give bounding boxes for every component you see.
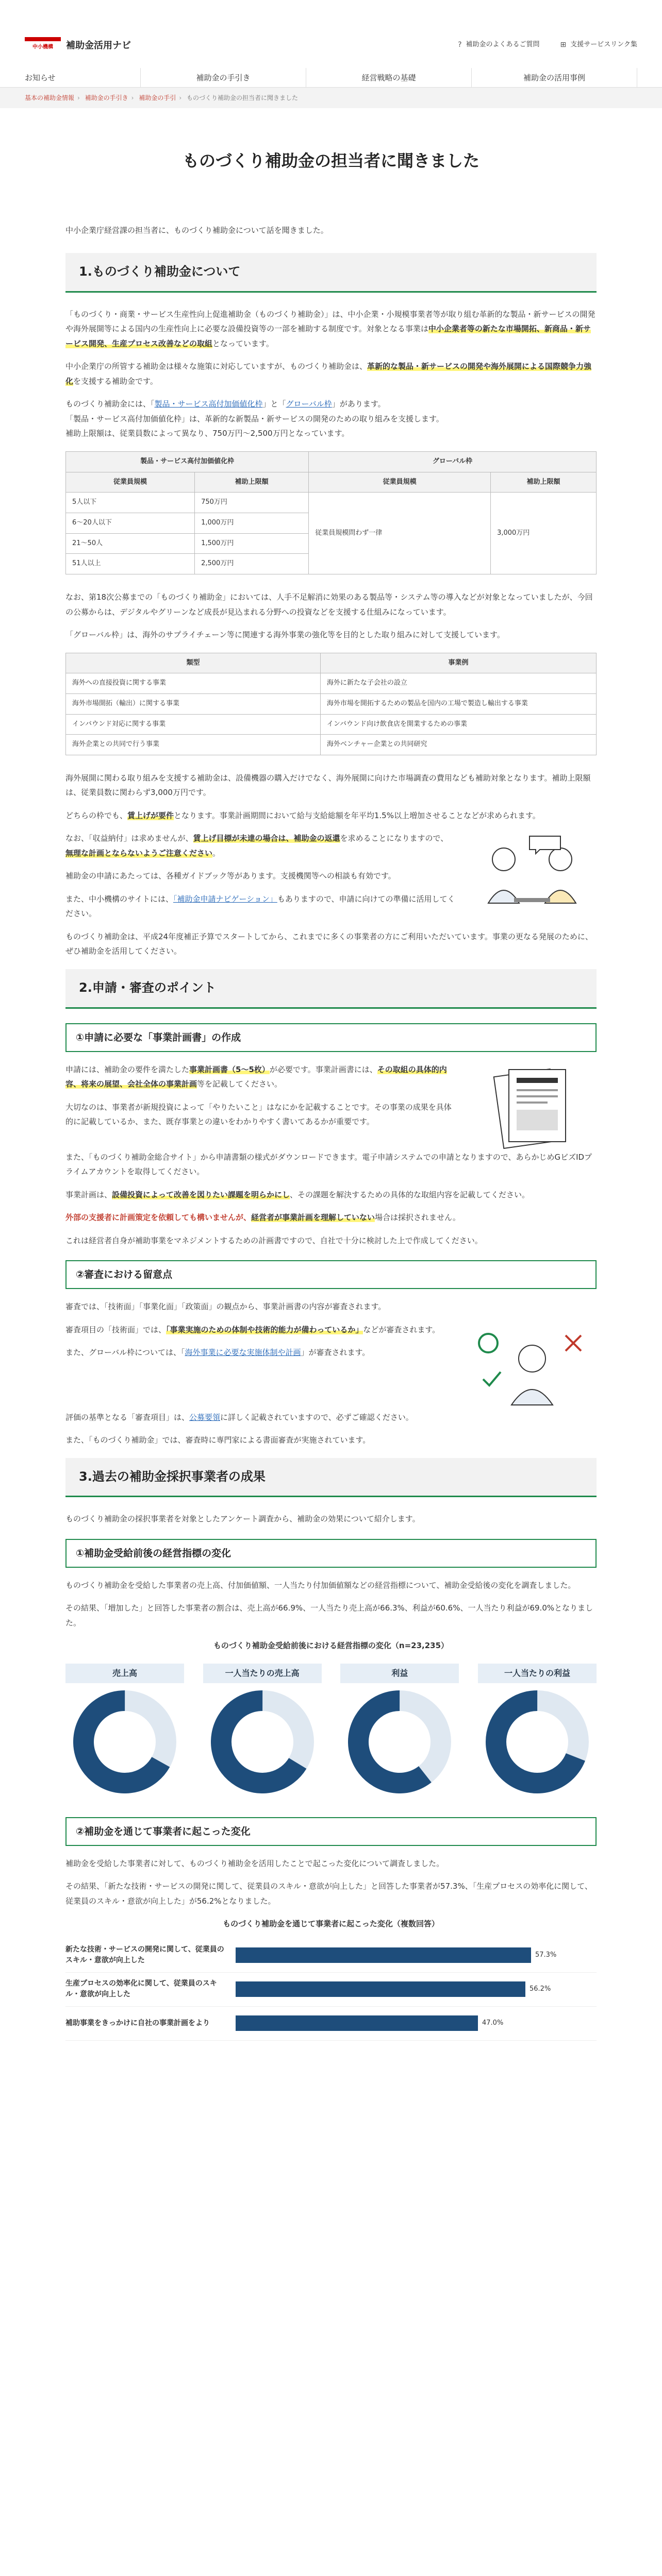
paragraph: 審査では、「技術面」「事業化面」「政策面」の観点から、事業計画書の内容が審査されます。 <box>65 1302 386 1312</box>
logo-text: 中小機構 <box>32 44 53 50</box>
section-heading: 3.過去の補助金採択事業者の成果 <box>65 1458 597 1498</box>
paragraph: 中小企業庁の所管する補助金は様々な施策に対応していますが、ものづくり補助金は、革新的な製品・新サービスの開発や海外展開による国際競争力強化を支援する補助金です。 <box>65 362 592 386</box>
global-nav <box>0 68 662 88</box>
paragraph: 外部の支援者に計画策定を依頼しても構いませんが、経営者が事業計画を理解していない場合は採択されません。 <box>65 1213 460 1223</box>
bar <box>236 1947 531 1963</box>
donut-chart <box>348 1690 451 1793</box>
table-row: 5人以下 750万円 従業員規模問わず一律 3,000万円 <box>66 493 597 513</box>
paragraph: 「ものづくり・商業・サービス生産性向上促進補助金（ものづくり補助金）」は、中小企業・小規模事業者等が取り組む革新的な製品・新サービスの開発や海外展開等による国内の生産性向上に必要な設備投資等の一部を補助する制度です。対象となる事業は中小企業者等の新たな市場開拓、新商品・新サービス開発、生産プロセス改善などの取組となっています。 <box>65 309 595 348</box>
paragraph: なお、第18次公募までの「ものづくり補助金」においては、人手不足解消に効果のある製品等・システム等の導入などが対象となっていましたが、今回の公募からは、デジタルやグリーンなど成長が見込まれる分野への投資などを支援する仕組みになっています。 <box>65 592 593 617</box>
paragraph: その結果、「新たな技術・サービスの開発に関して、従業員のスキル・意欲が向上した」と回答した事業者が57.3%、「生産プロセスの効率化に関して、従業員のスキル・意欲が向上した」が56.2%となりました。 <box>65 1882 592 1906</box>
paragraph: ものづくり補助金は、平成24年度補正予算でスタートしてから、これまでに多くの事業者の方にご利用いただいています。事業の更なる発展のために、ぜひ補助金を活用してください。 <box>65 931 593 956</box>
donut-card <box>203 1664 322 1799</box>
paragraph: 「グローバル枠」は、海外のサプライチェーン等に関連する海外事業の強化等を目的とした取り組みに対して支援しています。 <box>65 630 505 640</box>
donut-chart <box>73 1690 176 1793</box>
paragraph: ものづくり補助金には、「製品・サービス高付加価値化枠」と「グローバル枠」があります。 「製品・サービス高付加価値化枠」は、革新的な新製品・新サービスの開発のための取り組みを支援します。 補助上限額は、従業員数によって異なり、750万円〜2,500万円となっています。 <box>65 399 444 438</box>
donut-category-label: 利益 <box>340 1664 459 1683</box>
subsection-heading: ①補助金受給前後の経営指標の変化 <box>65 1539 597 1568</box>
donut-value-label: 60.6% <box>387 1745 412 1754</box>
inline-link[interactable]: グローバル枠 <box>286 399 332 409</box>
donut-slice-label: 増加した <box>522 1734 552 1742</box>
faq-link[interactable] <box>458 38 539 52</box>
bar-value-label: 56.2% <box>529 1985 551 1993</box>
faq-link-label: 補助金のよくあるご質問 <box>466 40 540 48</box>
bar-value-label: 47.0% <box>482 2019 504 2027</box>
page-title: ものづくり補助金の担当者に聞きました <box>182 151 479 171</box>
bar-label: 新たな技術・サービスの開発に関して、従業員のスキル・意欲が向上した <box>65 1945 224 1965</box>
bar-row <box>65 1973 597 2007</box>
breadcrumb-link[interactable]: 補助金の手引き <box>85 94 128 101</box>
inline-link[interactable]: 公募要領 <box>189 1412 221 1422</box>
paragraph: これは経営者自身が補助事業をマネジメントするための計画書ですので、自社で十分に検討した上で作成してください。 <box>65 1235 483 1245</box>
donut-value-label: 66.9% <box>112 1745 138 1754</box>
donut-category-label: 売上高 <box>65 1664 184 1683</box>
link-icon: ⊞ <box>560 41 567 49</box>
site-logo[interactable] <box>25 37 61 59</box>
donut-chart <box>211 1690 314 1793</box>
breadcrumb: 基本の補助金情報 › 補助金の手引き › 補助金の手引 › ものづくり補助金の担当者に聞きました <box>0 88 662 108</box>
donut-slice-label: 増加した <box>110 1734 139 1742</box>
bar-label: 補助事業をきっかけに自社の事業計画をより <box>65 2019 210 2027</box>
subsection-heading: ②補助金を通じて事業者に起こった変化 <box>65 1817 597 1846</box>
table-row: 海外市場開拓（輸出）に関する事業 海外市場を開拓するための製品を国内の工場で製造し輸出する事業 <box>66 693 597 714</box>
main-content <box>65 145 597 2041</box>
donut-value-label: 69.0% <box>524 1745 550 1754</box>
paragraph: ものづくり補助金を受給した事業者の売上高、付加価値額、一人当たり付加価値額などの経営指標について、補助金受給後の変化を調査しました。 <box>65 1580 576 1590</box>
lead-text: 中小企業庁経営課の担当者に、ものづくり補助金について話を聞きました。 <box>65 225 328 235</box>
consultation-illustration <box>468 831 597 919</box>
bar-value-label: 57.3% <box>535 1951 557 1959</box>
donut-chart-group <box>65 1664 597 1799</box>
table-row: インバウンド対応に関する事業 インバウンド向け飲食店を開業するための事業 <box>66 714 597 735</box>
subsidy-limit-table: 製品・サービス高付加価値化枠 グローバル枠 従業員規模 補助上限額 従業員規模 補助上限額 5人以下 750万円 従業員規模問わず一律 3,000万円 6〜20人以下 1,000万円 21〜50人 1,500万円 51人以上 2,500万円 <box>65 451 597 574</box>
paragraph: また、グローバル枠については、「海外事業に必要な実施体制や計画」が審査されます。 <box>65 1348 370 1358</box>
nav-strategy[interactable]: 経営戦略の基礎 <box>306 68 471 88</box>
bar-row <box>65 1939 597 1973</box>
bar <box>236 1981 525 1997</box>
support-link-label: 支援サービスリンク集 <box>570 40 637 48</box>
paragraph: どちらの枠でも、賃上げが要件となります。事業計画期間において給与支給総額を年平均1.5%以上増加させることなどが求められます。 <box>65 810 540 820</box>
bar-chart <box>65 1939 597 2041</box>
paragraph: 海外展開に関わる取り組みを支援する補助金は、設備機器の購入だけでなく、海外展開に向けた市場調査の費用なども補助対象となります。補助上限額は、従業員数に関わらず3,000万円です。 <box>65 773 591 798</box>
bar-row <box>65 2007 597 2041</box>
section-heading: 2.申請・審査のポイント <box>65 969 597 1009</box>
table-row: 6〜20人以下 1,000万円 <box>66 513 597 533</box>
inline-link[interactable]: 「補助金申請ナビゲーション」 <box>173 894 277 904</box>
paragraph: また、「ものづくり補助金総合サイト」から申請書類の様式がダウンロードできます。電子申請システムでの申請となりますので、あらかじめGビズIDプライムアカウントを取得してください。 <box>65 1152 592 1177</box>
donut-value-label: 66.3% <box>250 1745 275 1754</box>
table-row: 海外企業との共同で行う事業 海外ベンチャー企業との共同研究 <box>66 735 597 755</box>
illustration-block <box>65 1062 597 1150</box>
breadcrumb-current: ものづくり補助金の担当者に聞きました <box>186 94 298 101</box>
section-heading: 1.ものづくり補助金について <box>65 253 597 293</box>
table-row: 51人以上 2,500万円 <box>66 554 597 574</box>
paragraph: なお、「収益納付」は求めませんが、賃上げ目標が未達の場合は、補助金の返還を求めることになりますので、無理な計画とならないようご注意ください。 <box>65 834 449 858</box>
bar-label: 生産プロセスの効率化に関して、従業員のスキル・意欲が向上した <box>65 1979 217 1999</box>
site-title[interactable]: 補助金活用ナビ <box>66 40 131 51</box>
paragraph: 申請には、補助金の要件を満たした事業計画書（5〜5枚）が必要です。事業計画書には、その取組の具体的内容、将来の展望、会社全体の事業計画等を記載してください。 <box>65 1064 447 1089</box>
subsection-heading: ②審査における留意点 <box>65 1260 597 1289</box>
donut-card <box>65 1664 184 1799</box>
site-header <box>0 0 662 88</box>
paragraph: その結果、「増加した」と回答した事業者の割合は、売上高が66.9%、一人当たり売上高が66.3%、利益が60.6%、一人当たり利益が69.0%となりました。 <box>65 1603 593 1628</box>
paragraph: 補助金を受給した事業者に対して、ものづくり補助金を活用したことで起こった変化について調査しました。 <box>65 1858 444 1868</box>
subsection-heading: ①申請に必要な「事業計画書」の作成 <box>65 1023 597 1052</box>
paragraph: また、「ものづくり補助金」では、審査時に専門家による書面審査が実施されています。 <box>65 1435 371 1445</box>
paragraph: また、中小機構のサイトには、「補助金申請ナビゲーション」もありますので、申請に向けての準備に活用してください。 <box>65 894 455 919</box>
header-links <box>458 38 637 52</box>
global-frame-table: 類型 事業例 海外への直接投資に関する事業 海外に新たな子会社の設立 海外市場開拓（輸出）に関する事業 海外市場を開拓するための製品を国内の工場で製造し輸出する事業 インバウンド対応に関する事業 インバウンド向け飲食店を開業するための事業 海外企業との共同で行う事業 海外ベンチャー企業との共同研究 <box>65 653 597 755</box>
donut-category-label: 一人当たりの売上高 <box>203 1664 322 1683</box>
donut-card <box>478 1664 597 1799</box>
paragraph: 大切なのは、事業者が新規投資によって「やりたいこと」はなにかを記載することです。その事業の成果を具体的に記載しているか、また、既存事業との違いをわかりやすく書いてあるかが重要です。 <box>65 1102 452 1127</box>
chart-title: ものづくり補助金受給前後における経営指標の変化（n=23,235） <box>213 1641 449 1651</box>
donut-category-label: 一人当たりの利益 <box>478 1664 597 1683</box>
donut-slice-label: 増加した <box>247 1734 277 1742</box>
inline-link[interactable]: 海外事業に必要な実施体制や計画 <box>185 1348 301 1358</box>
table-row: 海外への直接投資に関する事業 海外に新たな子会社の設立 <box>66 673 597 694</box>
bar <box>236 2015 478 2031</box>
nav-guide[interactable]: 補助金の手引き <box>140 68 306 88</box>
question-icon: ? <box>458 41 462 49</box>
document-illustration <box>468 1062 597 1150</box>
donut-card <box>340 1664 459 1799</box>
breadcrumb-link[interactable]: 補助金の手引 <box>139 94 176 101</box>
inline-link[interactable]: 製品・サービス高付加価値化枠 <box>154 399 263 409</box>
nav-cases[interactable]: 補助金の活用事例 <box>471 68 637 88</box>
table-row: 21〜50人 1,500万円 <box>66 533 597 554</box>
illustration-block <box>65 1323 597 1410</box>
paragraph: 評価の基準となる「審査項目」は、公募要領に詳しく記載されていますので、必ずご確認ください。 <box>65 1412 413 1422</box>
chart-title: ものづくり補助金を通じて事業者に起こった変化（複数回答） <box>223 1919 439 1929</box>
nav-news[interactable]: お知らせ <box>25 73 56 82</box>
paragraph: 事業計画は、設備投資によって改善を図りたい課題を明らかにし、その課題を解決するための具体的な取組内容を記載してください。 <box>65 1190 530 1199</box>
review-illustration <box>468 1323 597 1410</box>
paragraph: ものづくり補助金の採択事業者を対象としたアンケート調査から、補助金の効果について紹介します。 <box>65 1514 420 1524</box>
donut-chart <box>486 1690 589 1793</box>
donut-slice-label: 増加した <box>385 1734 415 1742</box>
paragraph: 補助金の申請にあたっては、各種ガイドブック等があります。支援機関等への相談も有効です。 <box>65 871 396 881</box>
breadcrumb-link[interactable]: 基本の補助金情報 <box>25 94 75 101</box>
support-link[interactable] <box>560 38 637 52</box>
paragraph: 審査項目の「技術面」では、「事業実施のための体制や技術的能力が備わっているか」などが審査されます。 <box>65 1325 440 1334</box>
illustration-block <box>65 831 597 929</box>
